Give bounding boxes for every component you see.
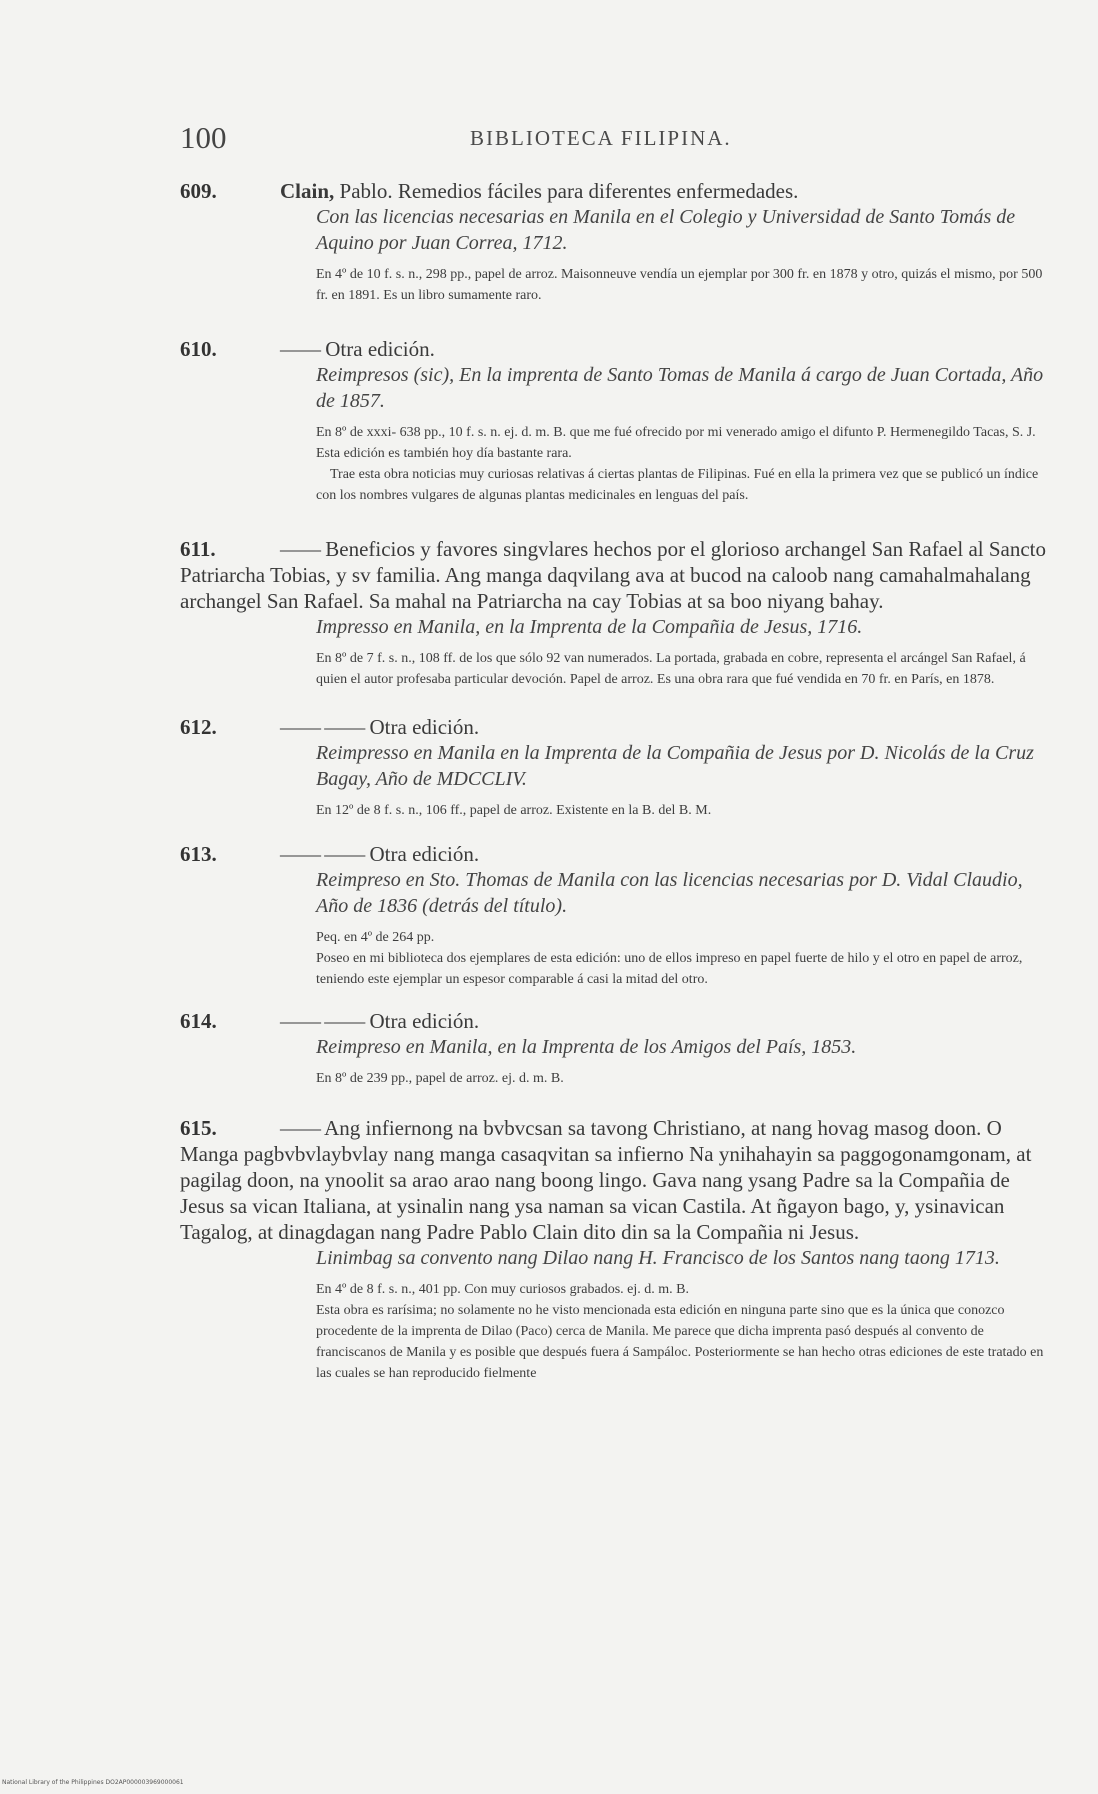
entry-heading — [180, 178, 1055, 204]
ditto-dash: —— —— — [280, 842, 365, 866]
entry-number: 614. — [180, 1009, 217, 1033]
entry-description — [180, 800, 1055, 821]
ditto-dash: —— — [280, 537, 320, 561]
entry-title: Beneficios y favores singvlares hechos por el glorioso archangel San Rafael al Sancto Patriarcha Tobias, y sv familia. Ang manga daqvilang ava at bucod na caloob nang camahalmahalang archangel San Rafael. Sa mahal na Patriarcha na cay Tobias at sa boo niyang bahay. — [180, 537, 1047, 613]
entry-heading — [180, 336, 1055, 362]
description-paragraph: En 8º de xxxi- 638 pp., 10 f. s. n. ej. d. m. B. que me fué ofrecido por mi venerado amigo el difunto P. Hermenegildo Tacas, S. J. Esta edición es también hoy día bastante rara. — [316, 425, 1036, 461]
entry-610 — [180, 336, 1055, 506]
entry-number: 609. — [180, 179, 217, 203]
ditto-dash: —— — [280, 337, 320, 361]
scan-footer-credit: National Library of the Philippines DO2AP000003969000061 — [2, 1779, 184, 1786]
description-paragraph: En 4º de 10 f. s. n., 298 pp., papel de arroz. Maisonneuve vendía un ejemplar por 300 fr. en 1878 y otro, quizás el mismo, por 500 fr. en 1891. Es un libro sumamente raro. — [316, 267, 1043, 303]
entry-number: 613. — [180, 842, 217, 866]
description-paragraph: Esta obra es rarísima; no solamente no he visto mencionada esta edición en ninguna parte sino que es la única que conozco procedente de la imprenta de Dilao (Paco) cerca de Manila. Me parece que dicha imprenta pasó después al convento de franciscanos de Manila y es posible que después fuera á Sampáloc. Posteriormente se han hecho otras ediciones de este tratado en las cuales se han reproducido fielmente — [316, 1303, 1044, 1381]
description-paragraph: En 12º de 8 f. s. n., 106 ff., papel de arroz. Existente en la B. del B. M. — [316, 803, 712, 818]
description-paragraph: Peq. en 4º de 264 pp. — [316, 930, 435, 945]
entry-title: Otra edición. — [369, 1009, 480, 1033]
entry-description — [180, 422, 1055, 506]
entry-heading — [180, 536, 1055, 614]
entry-title: Pablo. Remedios fáciles para diferentes enfermedades. — [339, 179, 799, 203]
entry-author: Clain, — [280, 179, 335, 203]
entry-description — [180, 1068, 1055, 1089]
entry-description — [180, 927, 1055, 990]
entry-imprint: Reimpreso en Sto. Thomas de Manila con las licencias necesarias por D. Vidal Claudio, Año de 1836 (detrás del título). — [316, 869, 1023, 917]
description-paragraph: Poseo en mi biblioteca dos ejemplares de esta edición: uno de ellos impreso en papel fuerte de hilo y el otro en papel de arroz, teniendo este ejemplar un espesor comparable á casi la mitad del otro. — [316, 951, 1023, 987]
entry-611 — [180, 536, 1055, 690]
entries-list — [180, 178, 1055, 1384]
entry-imprint: Reimpresos (sic), En la imprenta de Santo Tomas de Manila á cargo de Juan Cortada, Año de 1857. — [316, 364, 1044, 412]
description-paragraph: En 8º de 239 pp., papel de arroz. ej. d. m. B. — [316, 1071, 564, 1086]
entry-imprint: Impresso en Manila, en la Imprenta de la Compañia de Jesus, 1716. — [316, 616, 863, 638]
entry-heading — [180, 841, 1055, 867]
page-number: 100 — [180, 120, 227, 155]
description-paragraph: En 8º de 7 f. s. n., 108 ff. de los que sólo 92 van numerados. La portada, grabada en cobre, representa el arcángel San Rafael, á quien el autor profesaba particular devoción. Papel de arroz. Es una obra rara que fué vendida en 70 fr. en París, en 1878. — [316, 651, 1026, 687]
ditto-dash: —— —— — [280, 715, 365, 739]
entry-imprint: Reimpresso en Manila en la Imprenta de la Compañia de Jesus por D. Nicolás de la Cruz Bagay, Año de MDCCLIV. — [316, 742, 1034, 790]
entry-number: 615. — [180, 1116, 217, 1140]
entry-imprint: Con las licencias necesarias en Manila en el Colegio y Universidad de Santo Tomás de Aquino por Juan Correa, 1712. — [316, 206, 1016, 254]
entry-number: 610. — [180, 337, 217, 361]
running-head: BIBLIOTECA FILIPINA. — [470, 126, 732, 150]
entry-title: Otra edición. — [325, 337, 435, 361]
description-paragraph: Trae esta obra noticias muy curiosas relativas á ciertas plantas de Filipinas. Fué en ella la primera vez que se publicó un índice con los nombres vulgares de algunas plantas medicinales en lenguas del país. — [316, 467, 1039, 503]
entry-613 — [180, 841, 1055, 990]
entry-imprint: Reimpreso en Manila, en la Imprenta de los Amigos del País, 1853. — [316, 1036, 857, 1058]
entry-number: 612. — [180, 715, 217, 739]
entry-heading — [180, 1115, 1055, 1245]
ditto-dash: —— — [280, 1116, 320, 1140]
entry-615 — [180, 1115, 1055, 1384]
ditto-dash: —— —— — [280, 1009, 365, 1033]
entry-title: Otra edición. — [369, 715, 480, 739]
entry-description — [180, 648, 1055, 690]
entry-imprint: Linimbag sa convento nang Dilao nang H. Francisco de los Santos nang taong 1713. — [316, 1247, 1000, 1269]
entry-heading — [180, 1008, 1055, 1034]
entry-number: 611. — [180, 537, 216, 561]
description-paragraph: En 4º de 8 f. s. n., 401 pp. Con muy curiosos grabados. ej. d. m. B. — [316, 1282, 689, 1297]
entry-609 — [180, 178, 1055, 306]
entry-title: Otra edición. — [369, 842, 480, 866]
entry-614 — [180, 1008, 1055, 1089]
entry-description — [180, 264, 1055, 306]
entry-title: Ang infiernong na bvbvcsan sa tavong Christiano, at nang hovag masog doon. O Manga pagbvbvlaybvlay nang manga casaqvitan sa infierno Na ynihahayin sa paggogonamgonam, at pagilag doon, na ynoolit sa arao arao nang boong lingo. Gava nang ysang Padre sa la Compañia de Jesus sa vican Italiana, at ysinalin nang ysa naman sa vican Castila. At ñgayon bago, y, ysinavican Tagalog, at dinagdagan nang Padre Pablo Clain dito din sa la Compañia ni Jesus. — [180, 1116, 1032, 1244]
entry-heading — [180, 714, 1055, 740]
entry-description — [180, 1279, 1055, 1384]
entry-612 — [180, 714, 1055, 821]
